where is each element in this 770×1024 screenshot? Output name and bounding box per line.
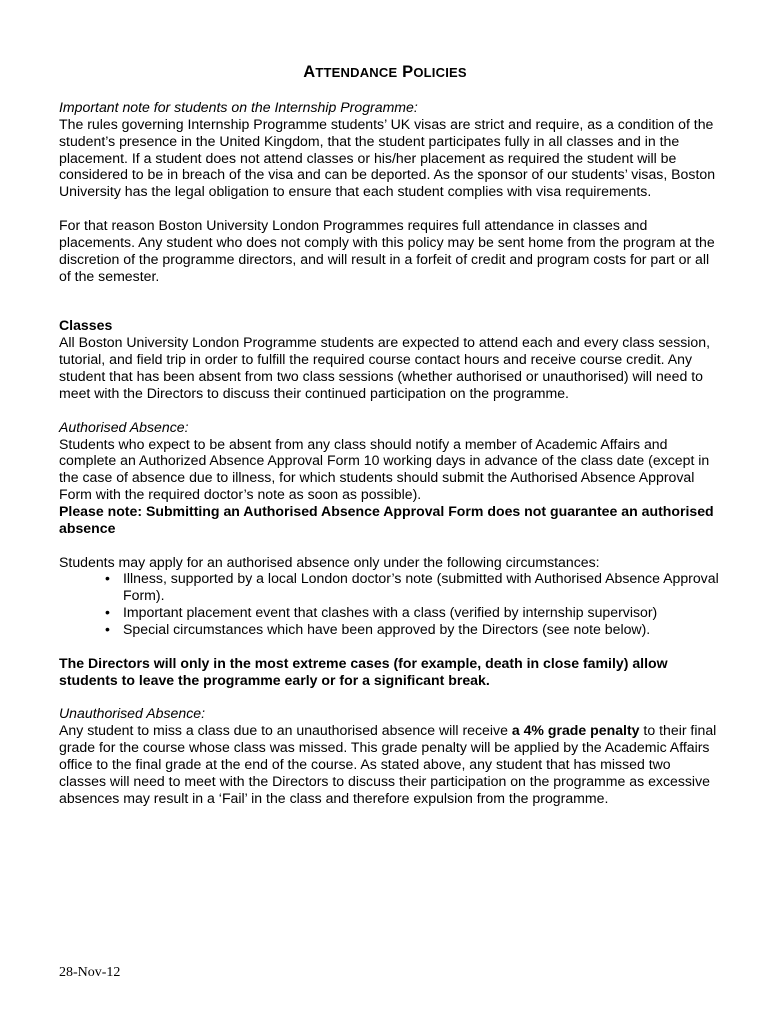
authorised-note: Please note: Submitting an Authorised Absence Approval Form does not guarantee an authorised absence	[59, 502, 714, 536]
unauthorised-text-end: to their final grade for the course whose class was missed. This grade penalty will be applied by the Academic Affairs office to the final grade at the end of the course. As stated above, any student that has missed two classes will need to meet with the Directors to discuss their participation on the programme as excessive absences may result in a ‘Fail’ in the class and therefore expulsion from the programme.	[59, 722, 717, 806]
list-item-text: Important placement event that clashes with a class (verified by internship supervisor)	[123, 604, 658, 621]
page-title	[0, 62, 770, 83]
classes-paragraph: All Boston University London Programme students are expected to attend each and every class session, tutorial, and field trip in order to fulfill the required course contact hours and receive course credit. Any student that has been absent from two class sessions (whether authorised or unauthorised) will need to meet with the Directors to discuss their continued participation on the programme.	[59, 334, 711, 401]
circumstances-list	[59, 570, 719, 637]
authorised-paragraph: Students who expect to be absent from any class should notify a member of Academic Affairs and complete an Authorized Absence Approval Form 10 working days in advance of the class date (except in the case of absence due to illness, for which students should submit the Authorised Absence Approval Form with the required doctor’s note as soon as possible).	[59, 435, 710, 503]
classes-heading: Classes	[59, 317, 113, 334]
bullet-icon: •	[105, 570, 110, 587]
bullet-icon: •	[105, 620, 110, 637]
title-rest-p: OLICIES	[413, 65, 467, 80]
list-item	[59, 621, 719, 638]
bullet-icon: •	[105, 604, 110, 621]
list-item	[59, 604, 719, 621]
directors-note: The Directors will only in the most extreme cases (for example, death in close family) allow students to leave the programme early or for a significant break.	[59, 654, 668, 688]
internship-paragraph-1: The rules governing Internship Programme students’ UK visas are strict and require, as a condition of the student’s presence in the United Kingdom, that the student participates fully in all classes and in the placement. If a student does not attend classes or his/her placement as required the student will be considered to be in breach of the visa and can be deported. As the sponsor of our students’ visas, Boston University has the legal obligation to ensure that each student complies with visa requirements.	[59, 115, 716, 200]
unauthorised-heading: Unauthorised Absence:	[59, 705, 205, 722]
list-item-text: Illness, supported by a local London doctor’s note (submitted with Authorised Absence Approval Form).	[123, 570, 719, 604]
grade-penalty: a 4% grade penalty	[511, 722, 640, 739]
authorised-intro: Students may apply for an authorised absence only under the following circumstances:	[59, 553, 600, 570]
footer-date: 28-Nov-12	[59, 965, 121, 980]
internship-heading: Important note for students on the Internship Programme:	[59, 99, 418, 115]
title-rest-a: TTENDANCE	[315, 65, 398, 80]
list-item-text: Special circumstances which have been approved by the Directors (see note below).	[123, 620, 651, 637]
internship-paragraph-2: For that reason Boston University London Programmes requires full attendance in classes and placements. Any student who does not comply with this policy may be sent home from the program at the discretion of the programme directors, and will result in a forfeit of credit and program costs for part or all of the semester.	[59, 217, 715, 284]
document-body	[59, 99, 719, 807]
unauthorised-paragraph	[59, 722, 719, 806]
list-item	[59, 570, 719, 604]
unauthorised-text-start: Any student to miss a class due to an unauthorised absence will receive	[59, 722, 512, 739]
title-cap-a: A	[303, 63, 316, 81]
authorised-heading: Authorised Absence:	[59, 418, 189, 435]
title-cap-p: P	[402, 63, 414, 81]
